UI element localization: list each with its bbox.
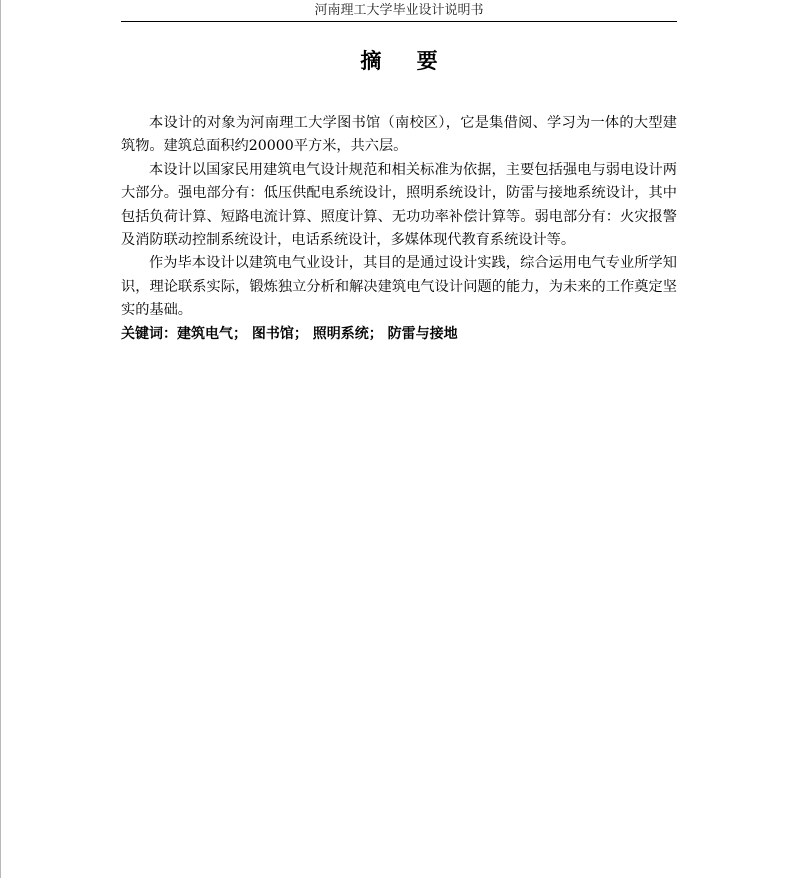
keywords-line: 关键词：建筑电气； 图书馆； 照明系统； 防雷与接地: [121, 325, 458, 342]
running-header: 河南理工大学毕业设计说明书: [121, 2, 677, 22]
abstract-paragraph: 本设计以国家民用建筑电气设计规范和相关标准为依据，主要包括强电与弱电设计两大部分。强电部分有：低压供配电系统设计，照明系统设计，防雷与接地系统设计，其中包括负荷计算、短路电流计算、照度计算、无功功率补偿计算等。弱电部分有：火灾报警及消防联动控制系统设计，电话系统设计，多媒体现代教育系统设计等。: [121, 161, 677, 249]
abstract-title: 摘 要: [360, 49, 452, 73]
abstract-paragraph: 本设计的对象为河南理工大学图书馆（南校区），它是集借阅、学习为一体的大型建筑物。建筑总面积约20000平方米，共六层。: [121, 115, 677, 155]
abstract-body: [121, 112, 677, 346]
abstract-paragraph: 作为毕本设计以建筑电气业设计，其目的是通过设计实践，综合运用电气专业所学知识，理论联系实际，锻炼独立分析和解决建筑电气设计问题的能力，为未来的工作奠定坚实的基础。: [121, 255, 677, 319]
